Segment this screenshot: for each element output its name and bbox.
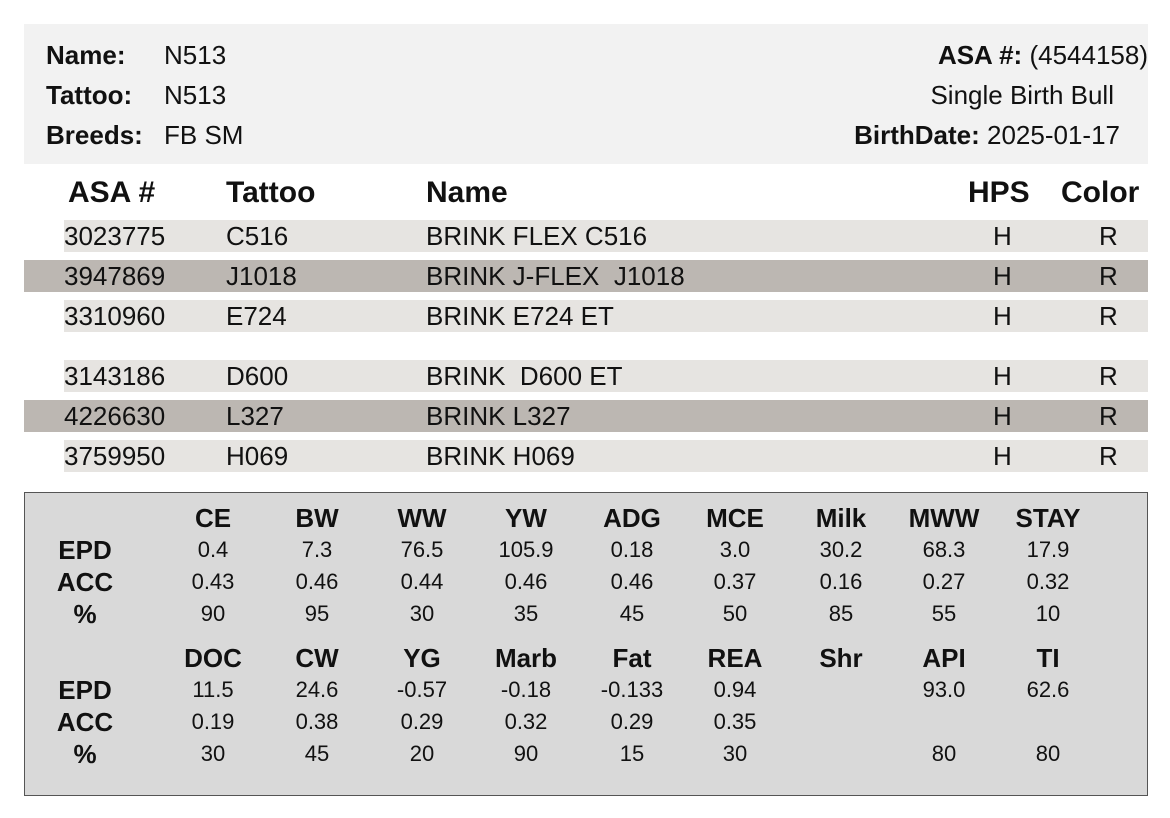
row-hps: H bbox=[993, 221, 1012, 251]
epd-panel bbox=[24, 492, 1148, 796]
row-name: BRINK H069 bbox=[426, 441, 575, 471]
row-color: R bbox=[1099, 261, 1118, 291]
row-color: R bbox=[1099, 401, 1118, 431]
asa-label: ASA #: bbox=[937, 40, 1023, 70]
pedigree-row-sire bbox=[64, 220, 1148, 252]
epd-header-doc: DOC bbox=[184, 643, 242, 673]
breeds-label: Breeds: bbox=[46, 120, 143, 150]
row-hps: H bbox=[993, 261, 1012, 291]
epd-value-ce-pct: 90 bbox=[200, 601, 226, 626]
epd-header-api: API bbox=[922, 643, 966, 673]
epd-header-ti: TI bbox=[1036, 643, 1060, 673]
row-name: BRINK J-FLEX J1018 bbox=[426, 261, 685, 291]
epd-value-bw-acc: 0.46 bbox=[295, 569, 339, 594]
epd-value-marb-epd: -0.18 bbox=[500, 677, 552, 702]
breeds-line bbox=[46, 120, 243, 150]
epd-value-ti-pct: 80 bbox=[1035, 741, 1061, 766]
epd-row-label-acc: ACC bbox=[56, 567, 114, 597]
epd-row-label-acc: ACC bbox=[56, 707, 114, 737]
row-asa: 3759950 bbox=[64, 441, 166, 471]
epd-header-marb: Marb bbox=[494, 643, 558, 673]
epd-header-yg: YG bbox=[403, 643, 441, 673]
row-color: R bbox=[1099, 441, 1118, 471]
animal-name: N513 bbox=[164, 40, 227, 70]
epd-value-yg-pct: 20 bbox=[409, 741, 435, 766]
epd-header-ce: CE bbox=[194, 503, 232, 533]
row-color: R bbox=[1099, 221, 1118, 251]
animal-birthdate: 2025-01-17 bbox=[987, 120, 1120, 150]
epd-value-ti-epd: 62.6 bbox=[1026, 677, 1070, 702]
animal-asa: (4544158) bbox=[1029, 40, 1148, 70]
birthdate-label: BirthDate: bbox=[854, 120, 980, 150]
epd-value-rea-acc: 0.35 bbox=[713, 709, 757, 734]
epd-value-cw-acc: 0.38 bbox=[295, 709, 339, 734]
epd-header-yw: YW bbox=[505, 503, 547, 533]
name-line bbox=[46, 40, 226, 70]
epd-value-stay-pct: 10 bbox=[1035, 601, 1061, 626]
pedigree-row-dam-dam bbox=[64, 440, 1148, 472]
animal-breeds: FB SM bbox=[164, 120, 244, 150]
row-color: R bbox=[1099, 301, 1118, 331]
epd-header-shr: Shr bbox=[819, 643, 863, 673]
asa-line bbox=[938, 40, 1148, 70]
row-asa: 4226630 bbox=[64, 401, 166, 431]
epd-row-label-epd: EPD bbox=[58, 675, 112, 705]
epd-header-milk: Milk bbox=[815, 503, 867, 533]
epd-value-ce-epd: 0.4 bbox=[197, 537, 229, 562]
epd-value-marb-acc: 0.32 bbox=[504, 709, 548, 734]
row-hps: H bbox=[993, 401, 1012, 431]
epd-row-label-pct: % bbox=[73, 599, 97, 629]
row-tattoo: E724 bbox=[226, 301, 287, 331]
epd-value-marb-pct: 90 bbox=[513, 741, 539, 766]
pedigree-row-sire-dam bbox=[64, 300, 1148, 332]
row-name: BRINK D600 ET bbox=[426, 361, 623, 391]
epd-value-adg-pct: 45 bbox=[619, 601, 645, 626]
row-hps: H bbox=[993, 301, 1012, 331]
epd-value-milk-acc: 0.16 bbox=[819, 569, 863, 594]
birthdate-line bbox=[854, 120, 1120, 150]
col-header-asa: ASA # bbox=[68, 176, 156, 209]
col-header-hps: HPS bbox=[968, 176, 1030, 209]
epd-header-ww: WW bbox=[397, 503, 447, 533]
col-header-color: Color bbox=[1061, 176, 1140, 209]
epd-value-ww-acc: 0.44 bbox=[400, 569, 444, 594]
epd-value-milk-pct: 85 bbox=[828, 601, 854, 626]
row-asa: 3143186 bbox=[64, 361, 166, 391]
epd-value-yg-acc: 0.29 bbox=[400, 709, 444, 734]
epd-value-fat-acc: 0.29 bbox=[610, 709, 654, 734]
animal-tattoo: N513 bbox=[164, 80, 227, 110]
epd-value-fat-epd: -0.133 bbox=[600, 677, 664, 702]
row-tattoo: H069 bbox=[226, 441, 289, 471]
epd-value-doc-pct: 30 bbox=[200, 741, 226, 766]
epd-value-stay-epd: 17.9 bbox=[1026, 537, 1070, 562]
epd-header-cw: CW bbox=[295, 643, 339, 673]
epd-value-ww-pct: 30 bbox=[409, 601, 435, 626]
epd-value-doc-acc: 0.19 bbox=[191, 709, 235, 734]
epd-row-label-pct: % bbox=[73, 739, 97, 769]
epd-value-cw-pct: 45 bbox=[304, 741, 330, 766]
epd-value-mce-acc: 0.37 bbox=[713, 569, 757, 594]
epd-value-yw-epd: 105.9 bbox=[498, 537, 554, 562]
tattoo-label: Tattoo: bbox=[46, 80, 133, 110]
epd-value-mce-pct: 50 bbox=[722, 601, 748, 626]
epd-value-rea-pct: 30 bbox=[722, 741, 748, 766]
epd-header-stay: STAY bbox=[1015, 503, 1081, 533]
name-label: Name: bbox=[46, 40, 126, 70]
epd-value-api-epd: 93.0 bbox=[922, 677, 966, 702]
epd-value-bw-pct: 95 bbox=[304, 601, 330, 626]
row-hps: H bbox=[993, 361, 1012, 391]
epd-value-yw-pct: 35 bbox=[513, 601, 539, 626]
epd-header-mce: MCE bbox=[706, 503, 764, 533]
animal-header bbox=[24, 24, 1148, 164]
row-asa: 3947869 bbox=[64, 261, 166, 291]
pedigree-row-sire-sire bbox=[24, 260, 1148, 292]
epd-value-doc-epd: 11.5 bbox=[192, 677, 234, 702]
pedigree-row-dam-sire bbox=[24, 400, 1148, 432]
tattoo-line bbox=[46, 80, 226, 110]
row-asa: 3310960 bbox=[64, 301, 166, 331]
epd-row-label-epd: EPD bbox=[58, 535, 112, 565]
epd-value-yg-epd: -0.57 bbox=[396, 677, 448, 702]
epd-value-bw-epd: 7.3 bbox=[301, 537, 333, 562]
epd-value-ce-acc: 0.43 bbox=[191, 569, 235, 594]
epd-value-cw-epd: 24.6 bbox=[295, 677, 339, 702]
epd-value-mww-acc: 0.27 bbox=[922, 569, 966, 594]
row-color: R bbox=[1099, 361, 1118, 391]
epd-value-mce-epd: 3.0 bbox=[719, 537, 751, 562]
row-asa: 3023775 bbox=[64, 221, 166, 251]
row-tattoo: J1018 bbox=[226, 261, 297, 291]
row-tattoo: L327 bbox=[226, 401, 284, 431]
epd-header-adg: ADG bbox=[603, 503, 661, 533]
epd-value-adg-epd: 0.18 bbox=[610, 537, 654, 562]
epd-header-fat: Fat bbox=[612, 643, 652, 673]
pedigree-row-dam bbox=[64, 360, 1148, 392]
epd-value-ww-epd: 76.5 bbox=[400, 537, 444, 562]
col-header-name: Name bbox=[426, 176, 508, 209]
row-name: BRINK FLEX C516 bbox=[426, 221, 648, 251]
epd-header-bw: BW bbox=[295, 503, 339, 533]
row-tattoo: D600 bbox=[226, 361, 289, 391]
epd-value-fat-pct: 15 bbox=[619, 741, 645, 766]
row-tattoo: C516 bbox=[226, 221, 289, 251]
birth-type: Single Birth Bull bbox=[930, 80, 1114, 110]
epd-value-rea-epd: 0.94 bbox=[713, 677, 757, 702]
row-hps: H bbox=[993, 441, 1012, 471]
col-header-tattoo: Tattoo bbox=[226, 176, 316, 209]
epd-value-api-pct: 80 bbox=[931, 741, 957, 766]
row-name: BRINK E724 ET bbox=[426, 301, 614, 331]
epd-value-adg-acc: 0.46 bbox=[610, 569, 654, 594]
row-name: BRINK L327 bbox=[426, 401, 571, 431]
epd-header-rea: REA bbox=[707, 643, 763, 673]
epd-value-mww-epd: 68.3 bbox=[922, 537, 966, 562]
epd-header-mww: MWW bbox=[908, 503, 980, 533]
epd-value-stay-acc: 0.32 bbox=[1026, 569, 1070, 594]
epd-value-milk-epd: 30.2 bbox=[819, 537, 863, 562]
epd-value-mww-pct: 55 bbox=[931, 601, 957, 626]
epd-value-yw-acc: 0.46 bbox=[504, 569, 548, 594]
